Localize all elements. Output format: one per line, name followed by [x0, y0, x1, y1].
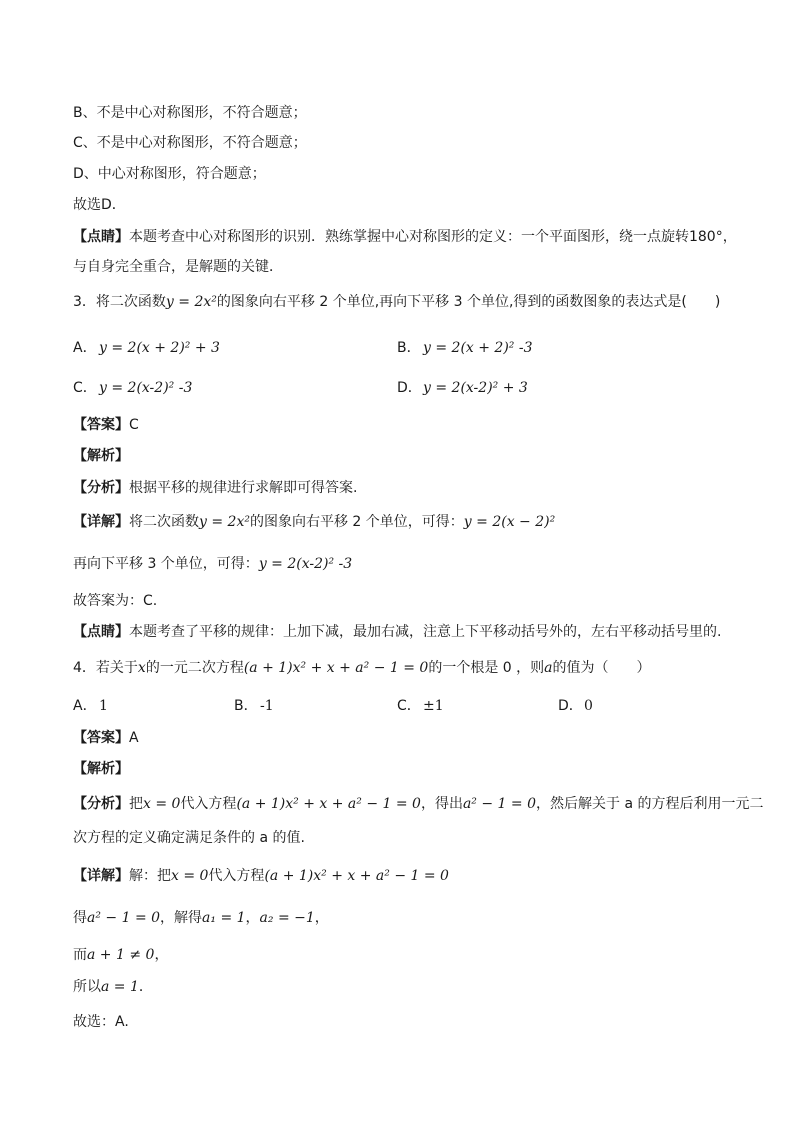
solve-text-3: ，	[245, 910, 260, 926]
answer-tag: 【答案】	[73, 730, 129, 746]
shift-down-line	[73, 554, 352, 574]
equation: a² − 1 = 0	[87, 910, 161, 926]
comment-text: 本题考查了平移的规律：上加下减，最加右减，注意上下平移动括号外的，左右平移动括号里的.	[129, 624, 722, 640]
stem-text-2: 的图象向右平移 2 个单位,再向下平移 3 个单位,得到的函数图象的表达式是( )	[216, 294, 721, 310]
analysis-heading	[73, 446, 129, 466]
fenxi-text: 把	[129, 796, 143, 812]
analysis-tag: 【解析】	[73, 761, 129, 777]
conclusion: a = 1	[101, 979, 139, 995]
conclusion-text: 所以	[73, 979, 101, 995]
question-3-stem	[73, 292, 720, 312]
detail-text-2: 代入方程	[208, 868, 265, 884]
choose-line: 故选D．	[73, 197, 126, 213]
option-d	[558, 696, 593, 716]
solution-line-c: C、不是中心对称图形，不符合题意；	[73, 135, 307, 151]
option-label: D．	[558, 698, 583, 714]
option-c	[73, 378, 192, 398]
stem-text: 3．将二次函数	[73, 294, 166, 310]
comment-line	[73, 227, 737, 247]
option-d	[397, 378, 528, 398]
option-label: A．	[73, 340, 97, 356]
equation: (a + 1)x² + x + a² − 1 = 0	[236, 796, 421, 812]
detail-text: 解：把	[129, 868, 171, 884]
analysis-tag: 【解析】	[73, 448, 129, 464]
detail-tag: 【详解】	[73, 868, 129, 884]
fenxi-line-2: 次方程的定义确定满足条件的 a 的值.	[73, 830, 305, 846]
option-b	[234, 696, 274, 716]
option-label: B．	[397, 340, 421, 356]
variable-a: a	[544, 660, 553, 676]
shift-result: y = 2(x-2)² -3	[258, 556, 353, 572]
detail-text: 将二次函数	[129, 514, 199, 530]
conclusion-text-2: ．	[138, 979, 153, 995]
comment-text: 本题考查中心对称图形的识别．熟练掌握中心对称图形的定义：一个平面图形，绕一点旋转180°，	[129, 229, 737, 245]
shift-text: 再向下平移 3 个单位，可得：	[73, 556, 259, 572]
option-value: 1	[99, 698, 108, 714]
detail-text-2: 的图象向右平移 2 个单位，可得：	[249, 514, 464, 530]
fenxi-text-3: ，得出	[420, 796, 463, 812]
variable-x: x	[137, 660, 146, 676]
solution-line-d: D、中心对称图形，符合题意；	[73, 166, 266, 182]
substitution: x = 0	[171, 868, 209, 884]
choose-line: 故选：A.	[73, 1014, 129, 1030]
equation-2: a² − 1 = 0	[462, 796, 536, 812]
answer-value: C	[129, 417, 139, 433]
answer-line	[73, 415, 139, 435]
answer-line	[73, 728, 139, 748]
fenxi-tag: 【分析】	[73, 796, 129, 812]
detail-line	[73, 866, 449, 886]
comment-tag: 【点睛】	[73, 624, 129, 640]
option-value: -1	[260, 698, 274, 714]
condition: a + 1 ≠ 0	[87, 947, 155, 963]
detail-tag: 【详解】	[73, 514, 129, 530]
stem-text: 4．若关于	[73, 660, 138, 676]
detail-result: y = 2(x − 2)²	[463, 514, 556, 530]
stem-text-3: 的一个根是 0 ，则	[428, 660, 545, 676]
option-formula: y = 2(x + 2)² + 3	[99, 340, 220, 356]
conclusion-line	[73, 977, 153, 997]
detail-line	[73, 512, 555, 532]
solve-text-4: ，	[314, 910, 329, 926]
solution-line-b: B、不是中心对称图形，不符合题意；	[73, 105, 307, 121]
comment-line-2: 与自身完全重合，是解题的关键．	[73, 259, 283, 275]
condition-text-2: ，	[154, 947, 169, 963]
option-formula: y = 2(x + 2)² -3	[423, 340, 533, 356]
option-formula: y = 2(x-2)² + 3	[423, 380, 528, 396]
fenxi-text-4: ，然后解关于 a 的方程后利用一元二	[536, 796, 764, 812]
option-a	[73, 338, 220, 358]
fenxi-tag: 【分析】	[73, 480, 129, 496]
solve-text: 得	[73, 910, 87, 926]
root-1: a₁ = 1	[202, 910, 246, 926]
option-label: B．	[234, 698, 258, 714]
option-b	[397, 338, 533, 358]
analysis-heading	[73, 759, 129, 779]
function-formula: y = 2x²	[165, 294, 217, 310]
equation: (a + 1)x² + x + a² − 1 = 0	[264, 868, 449, 884]
stem-text-4: 的值为（ ）	[552, 660, 651, 676]
option-formula: y = 2(x-2)² -3	[99, 380, 193, 396]
solve-text-2: ，解得	[160, 910, 203, 926]
condition-line	[73, 945, 168, 965]
option-c	[397, 696, 444, 716]
fenxi-line	[73, 478, 357, 498]
option-value: 0	[584, 698, 593, 714]
option-label: A．	[73, 698, 97, 714]
substitution: x = 0	[143, 796, 181, 812]
fenxi-line	[73, 794, 763, 814]
answer-value: A	[129, 730, 139, 746]
stem-text-2: 的一元二次方程	[145, 660, 244, 676]
option-label: D．	[397, 380, 422, 396]
option-value: ±1	[423, 698, 444, 714]
comment-line	[73, 622, 721, 642]
choose-line: 故答案为：C.	[73, 593, 158, 609]
detail-formula: y = 2x²	[199, 514, 250, 530]
fenxi-text: 根据平移的规律进行求解即可得答案.	[129, 480, 358, 496]
option-label: C．	[397, 698, 421, 714]
option-a	[73, 696, 108, 716]
equation: (a + 1)x² + x + a² − 1 = 0	[243, 660, 429, 676]
answer-tag: 【答案】	[73, 417, 129, 433]
root-2: a₂ = −1	[259, 910, 315, 926]
fenxi-text-2: 代入方程	[180, 796, 237, 812]
question-4-stem	[73, 658, 651, 678]
comment-tag: 【点睛】	[73, 229, 129, 245]
solve-line	[73, 908, 329, 928]
option-label: C．	[73, 380, 97, 396]
condition-text: 而	[73, 947, 87, 963]
